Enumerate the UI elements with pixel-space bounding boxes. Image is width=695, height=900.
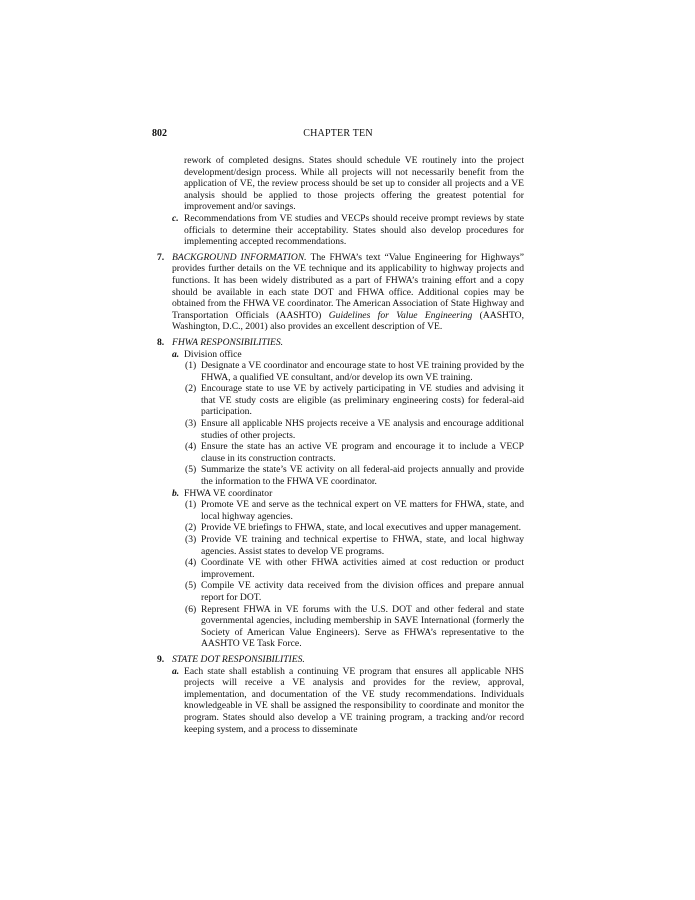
list-item-text: Compile VE activity data received from the division offices and prepare annual report for DOT.	[201, 580, 524, 603]
list-item-number: (3)	[185, 418, 197, 430]
item-c	[152, 213, 524, 248]
page-header	[152, 127, 524, 141]
section-9-heading: STATE DOT RESPONSIBILITIES.	[172, 653, 305, 665]
list-item-number: (2)	[185, 522, 197, 534]
section-9a-label: a.	[172, 665, 180, 677]
section-8	[152, 337, 524, 349]
list-item-number: (3)	[185, 534, 197, 545]
section-8b-label: b.	[172, 487, 180, 499]
section-9a-text: Each state shall establish a continuing VE program that ensures all applicable NHS projects will receive a VE analysis and provides for the review, approval, implementation, and documentation of the VE study recommendations. Individuals knowledgeable in VE shall be assigned the responsibility to coordinate and monitor the program. States should also develop a VE training program, a tracking and/or record keeping system, and a process to disseminate	[184, 665, 524, 735]
section-8-number: 8.	[157, 336, 165, 348]
list-item	[152, 360, 524, 383]
section-8a-label: a.	[172, 348, 180, 360]
list-item	[152, 604, 524, 650]
list-item	[152, 580, 524, 603]
page-number: 802	[152, 128, 167, 139]
item-c-text: Recommendations from VE studies and VECPs should receive prompt reviews by state officials to determine their acceptability. States should also develop procedures for implementing accepted recommendations.	[184, 212, 524, 248]
list-item	[152, 383, 524, 418]
section-7-italic-title: Guidelines for Value Engineering	[328, 309, 473, 321]
list-item	[152, 499, 524, 522]
list-item-number: (5)	[185, 464, 197, 476]
list-item-number: (4)	[185, 557, 197, 569]
section-7	[152, 252, 524, 333]
list-item-number: (4)	[185, 441, 197, 453]
section-9	[152, 654, 524, 666]
section-8a	[152, 349, 524, 361]
section-9-number: 9.	[157, 653, 165, 665]
list-item-number: (6)	[185, 603, 197, 615]
section-8a-title: Division office	[184, 348, 242, 360]
list-item-text: Provide VE training and technical expertise to FHWA, state, and local highway agencies. Assist states to develop VE programs.	[201, 534, 524, 557]
running-head: CHAPTER TEN	[303, 128, 373, 139]
list-item	[152, 441, 524, 464]
list-item	[152, 534, 524, 557]
list-item	[152, 464, 524, 487]
list-item-text: Summarize the state’s VE activity on all federal-aid projects annually and provide the information to the FHWA VE coordinator.	[201, 464, 524, 488]
section-7-text-after: (AASHTO, Washington, D.C., 2001) also provides an excellent description of VE.	[172, 309, 524, 333]
section-8b-title: FHWA VE coordinator	[184, 487, 273, 499]
section-9a	[152, 666, 524, 736]
item-c-label: c.	[172, 212, 179, 224]
list-item-number: (1)	[185, 499, 197, 511]
list-item-text: Represent FHWA in VE forums with the U.S. DOT and other federal and state governmental agencies, including membership in SAVE International (formerly the Society of American Value Engineers). Serve as FHWA’s representative to the AASHTO VE Task Force.	[201, 603, 524, 650]
section-8-heading: FHWA RESPONSIBILITIES.	[172, 336, 284, 348]
page-body	[152, 155, 524, 735]
section-7-number: 7.	[157, 251, 165, 263]
list-item-text: Designate a VE coordinator and encourage state to host VE training provided by the FHWA, a qualified VE consultant, and/or develop its own VE training.	[201, 360, 524, 383]
continuation-paragraph: rework of completed designs. States should schedule VE routinely into the project development/design process. While all projects will not necessarily benefit from the application of VE, the review process should be set up to consider all projects and a VE analysis should be applied to those projects offering the greatest potential for improvement and/or savings.	[184, 155, 524, 213]
section-7-text: The FHWA’s text “Value Engineering for Highways” provides further details on the VE technique and its applicability to highway projects and functions. It has been widely distributed as a part of FHWA’s training effort and a copy should be available in each state DOT and FHWA office. Additional copies may be obtained from the FHWA VE coordinator. The American Association of State Highway and Transportation Officials (AASHTO)	[172, 251, 525, 321]
list-item-number: (5)	[185, 580, 197, 592]
list-item-number: (2)	[185, 383, 197, 395]
list-item	[152, 418, 524, 441]
list-item-text: Encourage state to use VE by actively participating in VE studies and advising it that VE study costs are eligible (as preliminary engineering costs) for federal-aid participation.	[201, 383, 524, 418]
list-item-number: (1)	[185, 360, 197, 372]
list-item	[152, 522, 524, 534]
section-7-heading: BACKGROUND INFORMATION.	[172, 251, 307, 263]
list-item-text: Ensure all applicable NHS projects receive a VE analysis and encourage additional studies of other projects.	[201, 418, 524, 441]
list-item-text: Coordinate VE with other FHWA activities aimed at cost reduction or product improvement.	[201, 557, 524, 580]
list-item	[152, 557, 524, 580]
list-item-text: Promote VE and serve as the technical expert on VE matters for FHWA, state, and local highway agencies.	[201, 499, 524, 522]
list-item-text: Ensure the state has an active VE program and encourage it to include a VECP clause in its construction contracts.	[201, 441, 524, 464]
section-8b	[152, 488, 524, 500]
list-item-text: Provide VE briefings to FHWA, state, and local executives and upper management.	[201, 522, 522, 534]
